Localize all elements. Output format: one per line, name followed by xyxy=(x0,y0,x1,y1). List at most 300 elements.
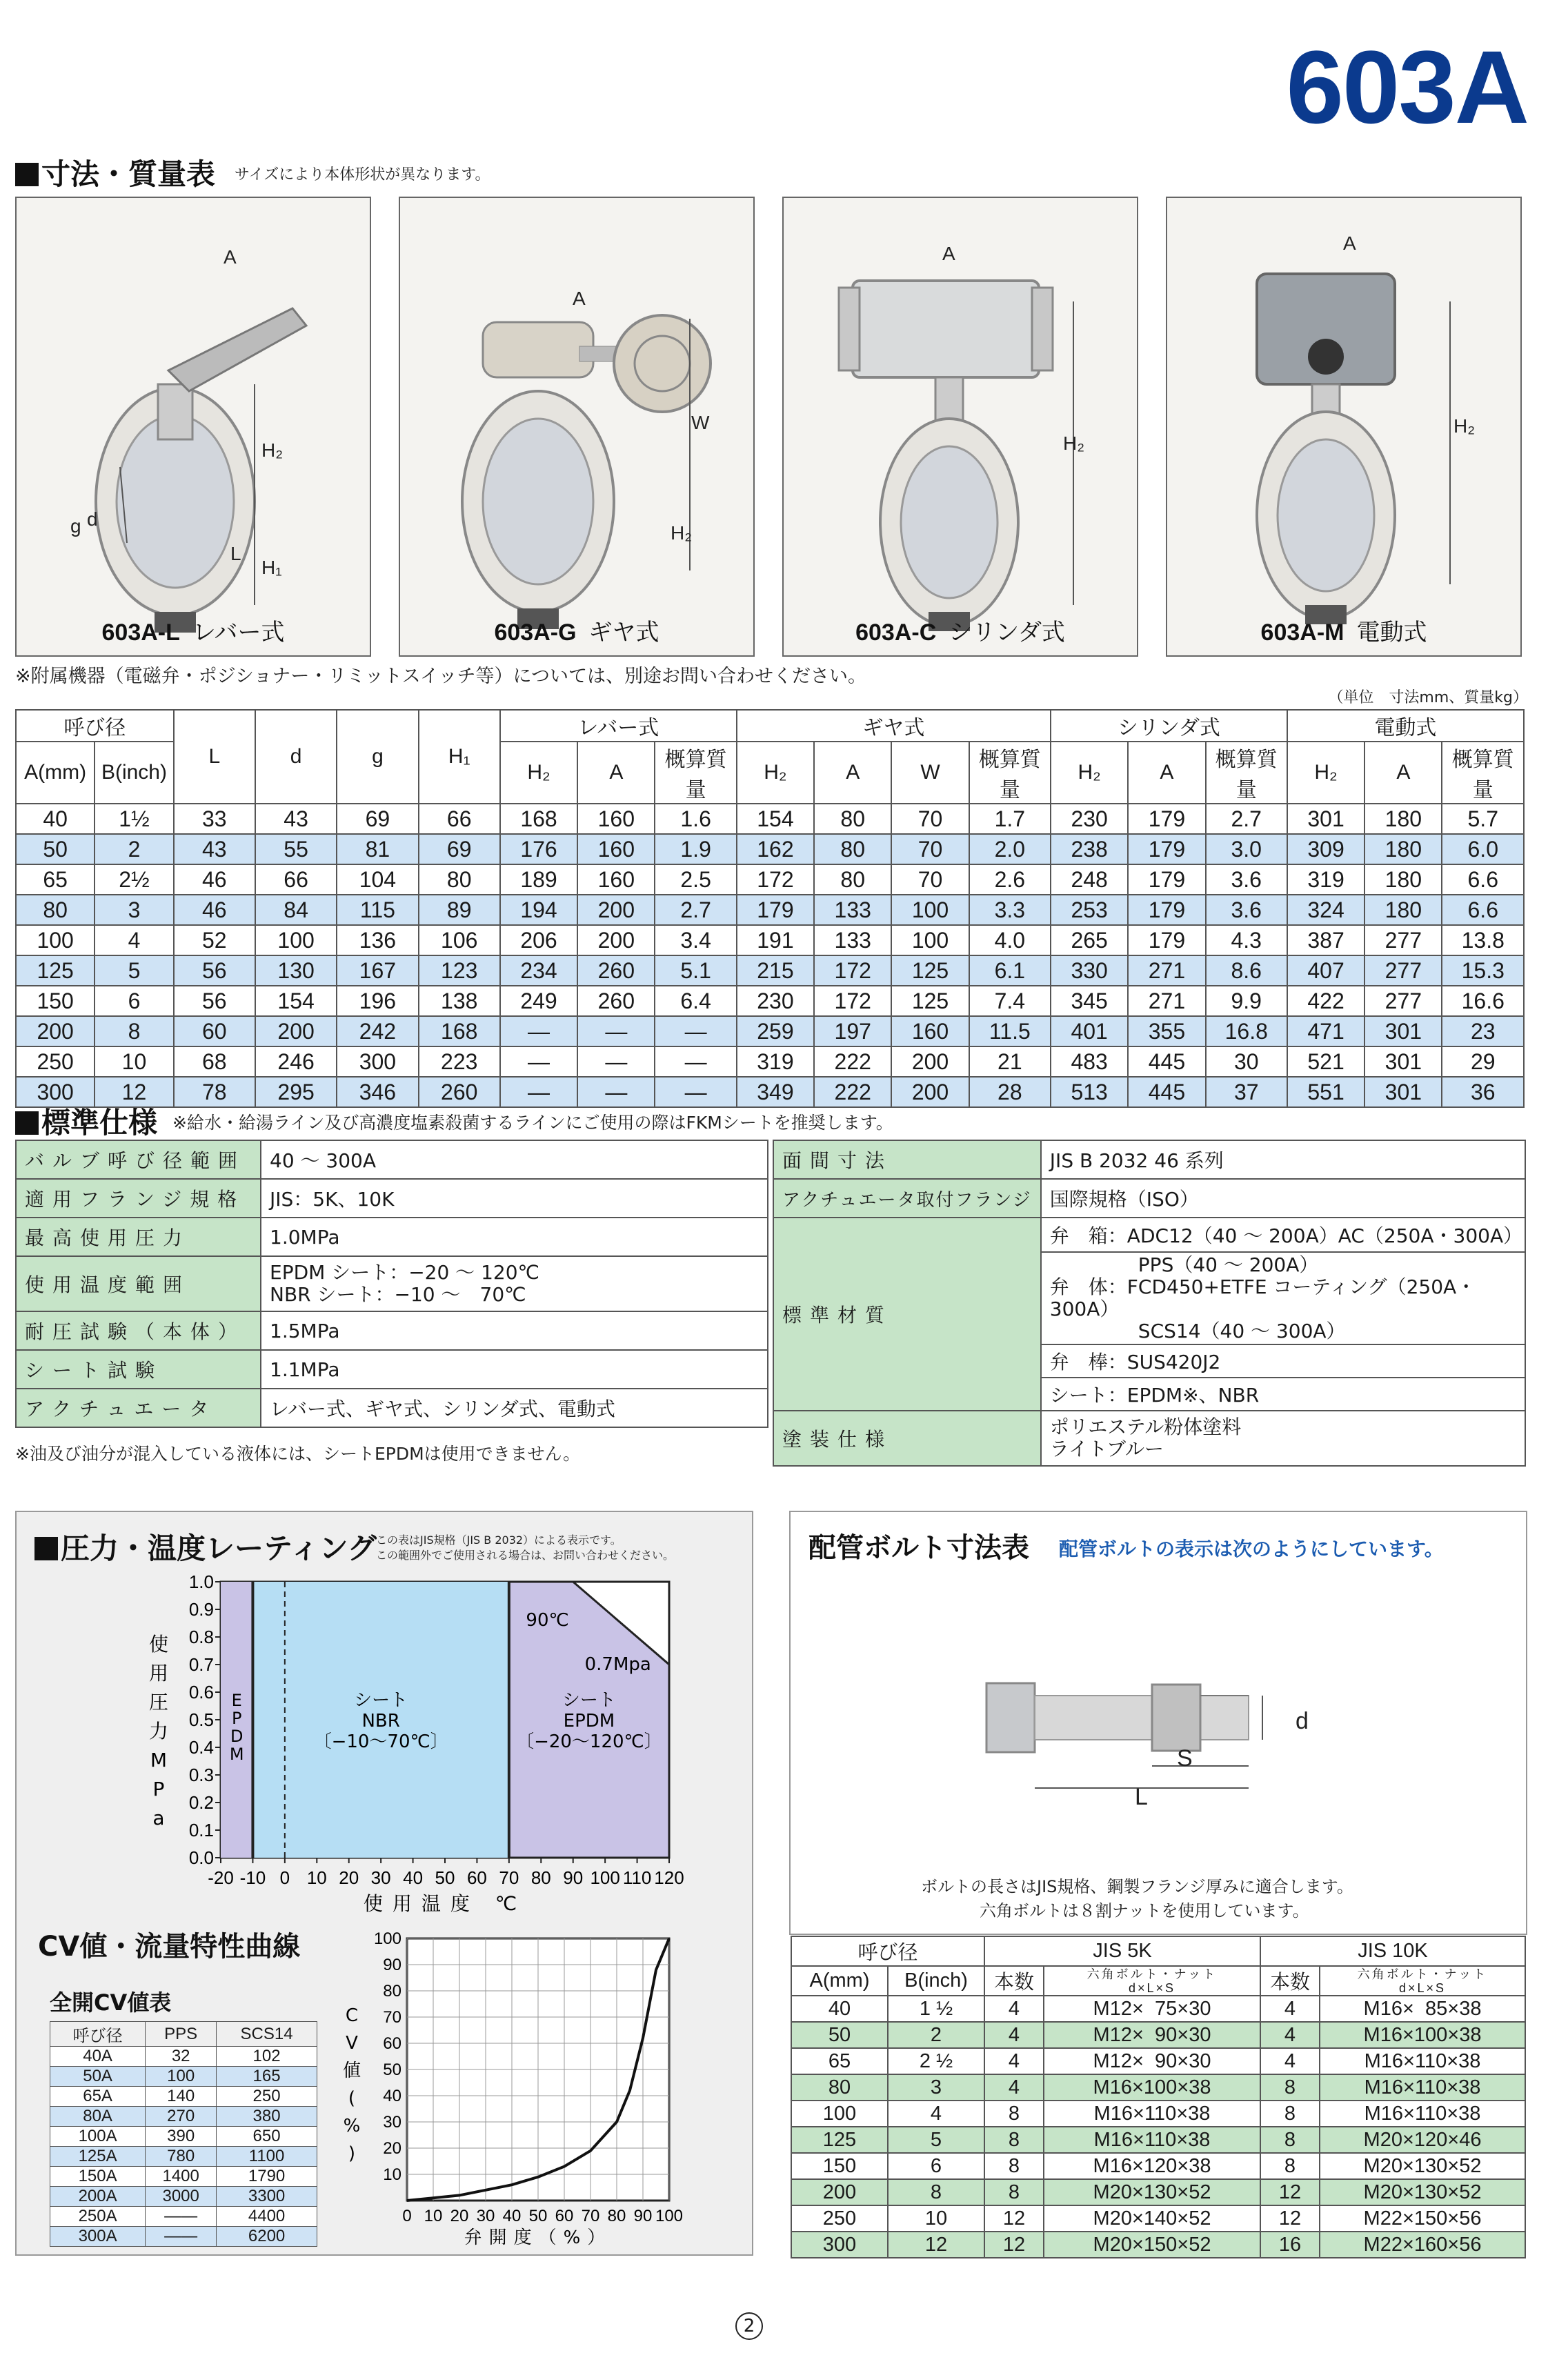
table-cell: 100 xyxy=(891,925,969,955)
table-cell: 10 xyxy=(95,1046,173,1077)
y-axis-label: 使用圧力 M P a xyxy=(148,1633,169,1829)
table-cell: 12 xyxy=(95,1077,173,1107)
table-cell: 30 xyxy=(1206,1046,1287,1077)
table-cell: 40A xyxy=(50,2047,146,2067)
table-cell: 8 xyxy=(95,1016,173,1046)
table-cell: 4 xyxy=(1260,2048,1320,2074)
table-cell: 253 xyxy=(1051,895,1128,925)
table-cell: M22×160×56 xyxy=(1320,2232,1525,2258)
table-cell: M12× 75×30 xyxy=(1044,1996,1260,2022)
rating-heading: 圧力・温度レーティング xyxy=(34,1526,377,1567)
bolt-col-10k: JIS 10K xyxy=(1260,1936,1525,1966)
table-cell: M20×140×52 xyxy=(1044,2205,1260,2232)
table-cell: 69 xyxy=(337,804,418,834)
table-cell: 230 xyxy=(737,986,814,1016)
col-cyl-mass: 概算質量 xyxy=(1206,742,1287,804)
dim-label-H2: H₂ xyxy=(1453,415,1476,437)
spec-value: 40 ～ 300A xyxy=(261,1140,768,1179)
x-tick-label: 80 xyxy=(607,2207,626,2225)
table-cell: 80 xyxy=(814,834,891,864)
table-row xyxy=(16,1077,1524,1107)
rating-chart xyxy=(138,1562,704,1949)
accessory-note: ※附属機器（電磁弁・ポジショナー・リミットスイッチ等）については、別途お問い合わせください。 xyxy=(15,666,866,687)
table-cell: M22×150×56 xyxy=(1320,2205,1525,2232)
table-cell: 6.4 xyxy=(655,986,736,1016)
table-cell: 6.0 xyxy=(1442,834,1524,864)
table-cell: 277 xyxy=(1364,925,1442,955)
table-cell: —— xyxy=(146,2207,217,2227)
x-tick-label: -20 xyxy=(208,1867,234,1888)
unit-note: （単位 寸法mm、質量kg） xyxy=(1328,689,1528,706)
region-label-epdm-seat: 〔−20～120℃〕 xyxy=(516,1731,662,1752)
table-cell: 650 xyxy=(217,2127,317,2147)
x-tick-label: 30 xyxy=(476,2207,495,2225)
table-cell: 200 xyxy=(16,1016,95,1046)
photo-603A-L xyxy=(15,197,371,657)
table-cell: 12 xyxy=(888,2232,984,2258)
table-cell: 33 xyxy=(174,804,255,834)
table-cell: 1790 xyxy=(217,2167,317,2187)
table-cell: 125A xyxy=(50,2147,146,2167)
table-cell: 102 xyxy=(217,2047,317,2067)
table-cell: 222 xyxy=(814,1077,891,1107)
table-cell: 301 xyxy=(1287,804,1364,834)
spec-label: 最高使用圧力 xyxy=(16,1218,261,1256)
table-cell: 238 xyxy=(1051,834,1128,864)
section-square-icon xyxy=(15,163,39,186)
table-cell: 138 xyxy=(419,986,500,1016)
table-cell: 40 xyxy=(791,1996,888,2022)
dim-label-H2: H₂ xyxy=(261,439,284,461)
table-cell: 355 xyxy=(1128,1016,1205,1046)
table-cell: M16×120×38 xyxy=(1044,2153,1260,2179)
table-cell: 301 xyxy=(1364,1077,1442,1107)
spec-label: 塗装仕様 xyxy=(773,1411,1041,1466)
spec-row xyxy=(16,1140,768,1179)
section-square-icon xyxy=(15,1111,39,1135)
table-cell: — xyxy=(577,1016,655,1046)
spec-value: 1.0MPa xyxy=(261,1218,768,1256)
table-row xyxy=(50,2227,317,2247)
table-cell: 222 xyxy=(814,1046,891,1077)
table-cell: 513 xyxy=(1051,1077,1128,1107)
dimensions-note: サイズにより本体形状が異なります。 xyxy=(235,166,490,183)
dimension-table xyxy=(15,709,1525,1108)
dim-label-H1: H₁ xyxy=(261,557,282,578)
table-cell: 162 xyxy=(737,834,814,864)
table-cell: 8 xyxy=(984,2101,1044,2127)
y-tick-label: 90 xyxy=(383,1956,401,1974)
spec-value: JIS：5K、10K xyxy=(261,1179,768,1218)
x-tick-label: 20 xyxy=(450,2207,469,2225)
table-cell: 160 xyxy=(577,864,655,895)
table-cell: 56 xyxy=(174,986,255,1016)
table-cell: 66 xyxy=(255,864,337,895)
cv-table-title: 全開CV値表 xyxy=(50,1989,172,2016)
table-cell: M16×110×38 xyxy=(1320,2074,1525,2101)
table-cell: 160 xyxy=(577,834,655,864)
spec-label: 使用温度範囲 xyxy=(16,1256,261,1311)
spec-value: ポリエステル粉体塗料 ライトブルー xyxy=(1041,1411,1525,1466)
col-cyl-A: A xyxy=(1128,742,1205,804)
col-lever-mass: 概算質量 xyxy=(655,742,736,804)
table-cell: 2 ½ xyxy=(888,2048,984,2074)
table-cell: 3 xyxy=(95,895,173,925)
spec-right-table xyxy=(773,1140,1526,1467)
y-tick-label: 0.3 xyxy=(188,1765,214,1785)
table-cell: 250A xyxy=(50,2207,146,2227)
table-cell: 200 xyxy=(891,1077,969,1107)
photo-caption: 603A-M 電動式 xyxy=(1260,619,1427,646)
table-cell: 167 xyxy=(337,955,418,986)
table-cell: 6 xyxy=(95,986,173,1016)
table-cell: M20×130×52 xyxy=(1044,2179,1260,2205)
page-number: 2 xyxy=(735,2312,763,2340)
table-cell: 260 xyxy=(419,1077,500,1107)
table-row xyxy=(16,955,1524,986)
y-tick-label: 100 xyxy=(373,1929,401,1948)
bolt-subheading: 配管ボルトの表示は次のようにしています。 xyxy=(1059,1538,1444,1560)
table-cell: 196 xyxy=(337,986,418,1016)
bolt-heading: 配管ボルト寸法表 xyxy=(808,1532,1029,1564)
table-cell: 300 xyxy=(791,2232,888,2258)
table-cell: — xyxy=(655,1016,736,1046)
region-label-epdm: E P D M xyxy=(229,1691,244,1764)
table-cell: — xyxy=(655,1077,736,1107)
table-cell: 200 xyxy=(891,1046,969,1077)
table-row xyxy=(791,2232,1525,2258)
photo-caption: 603A-C シリンダ式 xyxy=(855,619,1065,646)
table-row xyxy=(791,2205,1525,2232)
table-cell: 223 xyxy=(419,1046,500,1077)
dim-label-W: W xyxy=(691,412,710,433)
table-cell: 2½ xyxy=(95,864,173,895)
spec-label: 適用フランジ規格 xyxy=(16,1179,261,1218)
table-cell: 56 xyxy=(174,955,255,986)
x-tick-label: 0 xyxy=(402,2207,412,2225)
table-cell: 445 xyxy=(1128,1046,1205,1077)
table-cell: 84 xyxy=(255,895,337,925)
lever-valve-icon xyxy=(17,198,371,657)
table-cell: 46 xyxy=(174,895,255,925)
y-tick-label: 50 xyxy=(383,2061,401,2079)
annotation-07mpa: 0.7Mpa xyxy=(584,1654,651,1675)
spec-note: ※給水・給湯ライン及び高濃度塩素殺菌するラインにご使用の際はFKMシートを推奨します。 xyxy=(172,1113,893,1133)
spec-row xyxy=(16,1311,768,1350)
y-tick-label: 80 xyxy=(383,1982,401,2000)
table-row xyxy=(50,2127,317,2147)
table-cell: 483 xyxy=(1051,1046,1128,1077)
y-tick-label: 0.4 xyxy=(188,1737,214,1758)
table-cell: 46 xyxy=(174,864,255,895)
table-cell: M20×130×52 xyxy=(1320,2179,1525,2205)
table-cell: 4.3 xyxy=(1206,925,1287,955)
table-cell: 345 xyxy=(1051,986,1128,1016)
x-tick-label: 50 xyxy=(435,1867,455,1888)
table-cell: 265 xyxy=(1051,925,1128,955)
table-cell: 125 xyxy=(891,955,969,986)
table-cell: 180 xyxy=(1364,895,1442,925)
spec-value: EPDM シート：−20 ～ 120℃ NBR シート：−10 ～ 70℃ xyxy=(261,1256,768,1311)
region-label-nbr: シート xyxy=(354,1690,408,1711)
col-d: d xyxy=(255,710,337,804)
table-cell: 16.6 xyxy=(1442,986,1524,1016)
spec-value: 弁 棒：SUS420J2 xyxy=(1041,1344,1525,1378)
table-cell: 80 xyxy=(419,864,500,895)
col-electric: 電動式 xyxy=(1287,710,1524,742)
col-nominal: 呼び径 xyxy=(16,710,174,742)
table-cell: 6.6 xyxy=(1442,864,1524,895)
col-elec-H2: H₂ xyxy=(1287,742,1364,804)
table-cell: 301 xyxy=(1364,1046,1442,1077)
table-cell: 260 xyxy=(577,986,655,1016)
cv-col-scs14: SCS14 xyxy=(217,2022,317,2047)
table-cell: 133 xyxy=(814,925,891,955)
col-g: g xyxy=(337,710,418,804)
spec-value: PPS（40 ～ 200A） 弁 体：FCD450+ETFE コーティング（250A・300A） SCS14（40 ～ 300A） xyxy=(1041,1252,1525,1344)
table-cell: 8 xyxy=(984,2153,1044,2179)
bolt-col-nominal: 呼び径 xyxy=(791,1936,984,1966)
table-cell: 100 xyxy=(791,2101,888,2127)
table-cell: 8 xyxy=(1260,2127,1320,2153)
table-cell: M16×110×38 xyxy=(1044,2101,1260,2127)
table-cell: M16×100×38 xyxy=(1320,2022,1525,2048)
spec-label: 面間寸法 xyxy=(773,1140,1041,1179)
bolt-note1: ボルトの長さはJIS規格、鋼製フランジ厚みに適合します。 xyxy=(921,1877,1353,1896)
table-cell: 180 xyxy=(1364,864,1442,895)
table-cell: 6.1 xyxy=(969,955,1051,986)
y-tick-label: 1.0 xyxy=(188,1571,214,1592)
x-tick-label: 90 xyxy=(633,2207,653,2225)
cv-table xyxy=(50,2021,317,2247)
table-row xyxy=(791,1996,1525,2022)
table-cell: 260 xyxy=(577,955,655,986)
table-cell: 40 xyxy=(16,804,95,834)
table-cell: 8 xyxy=(888,2179,984,2205)
table-cell: 100A xyxy=(50,2127,146,2147)
table-cell: 8 xyxy=(984,2127,1044,2153)
model-title: 603A xyxy=(1286,29,1528,145)
table-cell: 2.7 xyxy=(655,895,736,925)
table-cell: 191 xyxy=(737,925,814,955)
table-cell: 13.8 xyxy=(1442,925,1524,955)
table-cell: 125 xyxy=(791,2127,888,2153)
table-cell: 3.3 xyxy=(969,895,1051,925)
table-cell: 50 xyxy=(16,834,95,864)
table-cell: 80 xyxy=(791,2074,888,2101)
table-cell: M16×110×38 xyxy=(1320,2048,1525,2074)
table-cell: 32 xyxy=(146,2047,217,2067)
table-cell: 115 xyxy=(337,895,418,925)
table-cell: 179 xyxy=(1128,895,1205,925)
bolt-label-S: S xyxy=(1177,1745,1193,1771)
table-cell: 52 xyxy=(174,925,255,955)
photo-603A-M xyxy=(1166,197,1522,657)
table-cell: 3 xyxy=(888,2074,984,2101)
dim-label-A: A xyxy=(573,288,586,309)
table-cell: 3.6 xyxy=(1206,895,1287,925)
table-row xyxy=(16,1016,1524,1046)
photo-603A-C xyxy=(782,197,1138,657)
table-cell: 197 xyxy=(814,1016,891,1046)
spec-value: シート：EPDM※、NBR xyxy=(1041,1378,1525,1411)
table-cell: 80A xyxy=(50,2107,146,2127)
x-tick-label: 100 xyxy=(590,1867,620,1888)
spec-label: 耐圧試験（本体） xyxy=(16,1311,261,1350)
table-cell: 154 xyxy=(255,986,337,1016)
bolt-label-d: d xyxy=(1296,1708,1309,1734)
table-cell: 125 xyxy=(16,955,95,986)
rating-note1: この表はJIS規格（JIS B 2032）による表示です。 xyxy=(376,1533,622,1547)
y-tick-label: 0.7 xyxy=(188,1654,214,1675)
table-cell: M16× 85×38 xyxy=(1320,1996,1525,2022)
table-cell: 242 xyxy=(337,1016,418,1046)
col-elec-mass: 概算質量 xyxy=(1442,742,1524,804)
table-cell: 4 xyxy=(95,925,173,955)
table-cell: 12 xyxy=(984,2205,1044,2232)
table-cell: 12 xyxy=(1260,2205,1320,2232)
table-cell: 10 xyxy=(888,2205,984,2232)
table-cell: M20×120×46 xyxy=(1320,2127,1525,2153)
table-cell: 206 xyxy=(500,925,577,955)
table-cell: 66 xyxy=(419,804,500,834)
table-cell: 5.1 xyxy=(655,955,736,986)
table-cell: 172 xyxy=(737,864,814,895)
table-cell: 4 xyxy=(984,1996,1044,2022)
table-cell: 270 xyxy=(146,2107,217,2127)
bolt-icon xyxy=(980,1669,1324,1794)
table-cell: 140 xyxy=(146,2087,217,2107)
photo-caption: 603A-L レバー式 xyxy=(101,619,285,646)
table-cell: 150A xyxy=(50,2167,146,2187)
table-cell: 387 xyxy=(1287,925,1364,955)
table-cell: 123 xyxy=(419,955,500,986)
table-cell: 780 xyxy=(146,2147,217,2167)
table-cell: 21 xyxy=(969,1046,1051,1077)
table-row xyxy=(16,804,1524,834)
table-cell: 80 xyxy=(814,864,891,895)
table-cell: 50 xyxy=(791,2022,888,2048)
region-label-nbr: 〔−10～70℃〕 xyxy=(313,1731,448,1752)
spec-row xyxy=(16,1179,768,1218)
region-label-epdm-seat: シート xyxy=(562,1690,616,1711)
table-cell: 8 xyxy=(984,2179,1044,2205)
table-row xyxy=(791,2153,1525,2179)
table-row xyxy=(791,2127,1525,2153)
table-cell: 3.6 xyxy=(1206,864,1287,895)
table-cell: 179 xyxy=(1128,925,1205,955)
col-gear-mass: 概算質量 xyxy=(969,742,1051,804)
y-tick-label: 0.2 xyxy=(188,1792,214,1813)
table-cell: M16×110×38 xyxy=(1044,2127,1260,2153)
x-tick-label: 70 xyxy=(581,2207,600,2225)
table-cell: 1.6 xyxy=(655,804,736,834)
table-cell: 16.8 xyxy=(1206,1016,1287,1046)
y-axis-label: C V 値( % ) xyxy=(342,2005,361,2164)
x-tick-label: 110 xyxy=(622,1867,652,1888)
dimensions-heading: 寸法・質量表 xyxy=(15,152,215,193)
table-row xyxy=(791,2022,1525,2048)
table-cell: 125 xyxy=(891,986,969,1016)
table-cell: 68 xyxy=(174,1046,255,1077)
table-cell: 301 xyxy=(1364,1016,1442,1046)
table-cell: 165 xyxy=(217,2067,317,2087)
table-cell: 9.9 xyxy=(1206,986,1287,1016)
table-cell: 8 xyxy=(1260,2074,1320,2101)
table-cell: 8 xyxy=(1260,2101,1320,2127)
table-cell: 179 xyxy=(1128,864,1205,895)
table-cell: 69 xyxy=(419,834,500,864)
table-cell: 168 xyxy=(500,804,577,834)
table-cell: 230 xyxy=(1051,804,1128,834)
spec-value: 弁 箱：ADC12（40 ～ 200A）AC（250A・300A） xyxy=(1041,1218,1525,1252)
table-cell: 234 xyxy=(500,955,577,986)
table-cell: — xyxy=(500,1077,577,1107)
bolt-col-size: 六角ボルト・ナット d×L×S xyxy=(1320,1966,1525,1996)
spec-label: バルブ呼び径範囲 xyxy=(16,1140,261,1179)
table-cell: 100 xyxy=(891,895,969,925)
table-cell: 2.7 xyxy=(1206,804,1287,834)
table-cell: 180 xyxy=(1364,834,1442,864)
cylinder-valve-icon xyxy=(784,198,1138,657)
dim-label-A: A xyxy=(224,246,237,268)
table-cell: — xyxy=(500,1046,577,1077)
bolt-col-5k: JIS 5K xyxy=(984,1936,1260,1966)
cv-chart xyxy=(338,1925,697,2249)
col-lever-A: A xyxy=(577,742,655,804)
spec-footnote: ※油及び油分が混入している液体には、シートEPDMは使用できません。 xyxy=(15,1444,581,1464)
table-cell: 250 xyxy=(16,1046,95,1077)
col-cyl-H2: H₂ xyxy=(1051,742,1128,804)
y-tick-label: 0.6 xyxy=(188,1682,214,1702)
table-cell: 180 xyxy=(1364,804,1442,834)
y-tick-label: 20 xyxy=(383,2139,401,2158)
table-cell: 259 xyxy=(737,1016,814,1046)
y-tick-label: 30 xyxy=(383,2113,401,2132)
table-cell: 324 xyxy=(1287,895,1364,925)
table-cell: 65 xyxy=(791,2048,888,2074)
table-cell: M16×100×38 xyxy=(1044,2074,1260,2101)
table-cell: 4400 xyxy=(217,2207,317,2227)
table-row xyxy=(50,2107,317,2127)
table-cell: 2 xyxy=(95,834,173,864)
table-cell: M12× 90×30 xyxy=(1044,2048,1260,2074)
spec-value: 国際規格（ISO） xyxy=(1041,1179,1525,1218)
table-cell: 200 xyxy=(577,925,655,955)
table-cell: 250 xyxy=(791,2205,888,2232)
spec-label: アクチュエータ取付フランジ xyxy=(773,1179,1041,1218)
y-tick-label: 70 xyxy=(383,2008,401,2027)
table-cell: 6.6 xyxy=(1442,895,1524,925)
table-row xyxy=(16,925,1524,955)
table-cell: 215 xyxy=(737,955,814,986)
table-row xyxy=(50,2087,317,2107)
table-cell: 65 xyxy=(16,864,95,895)
spec-label: 標準材質 xyxy=(773,1218,1041,1411)
col-gear-H2: H₂ xyxy=(737,742,814,804)
table-row xyxy=(791,2101,1525,2127)
dim-label-g: g xyxy=(70,515,81,537)
table-cell: 179 xyxy=(737,895,814,925)
table-row xyxy=(50,2167,317,2187)
table-cell: 380 xyxy=(217,2107,317,2127)
table-cell: 407 xyxy=(1287,955,1364,986)
table-cell: 23 xyxy=(1442,1016,1524,1046)
table-cell: 100 xyxy=(16,925,95,955)
table-cell: 89 xyxy=(419,895,500,925)
table-row xyxy=(16,864,1524,895)
table-cell: 5 xyxy=(888,2127,984,2153)
